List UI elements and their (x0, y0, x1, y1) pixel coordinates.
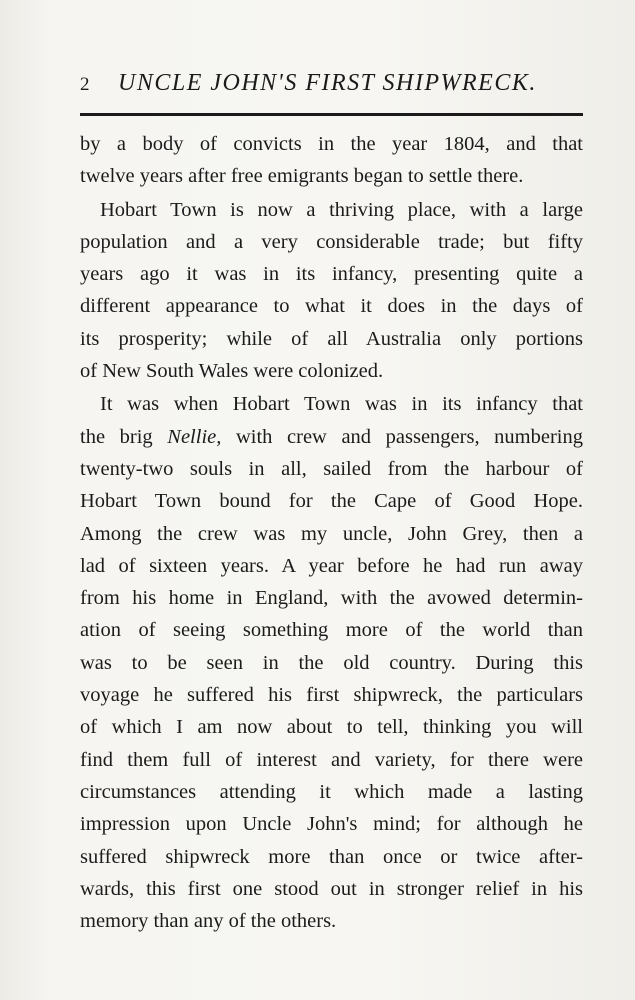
text-line: population and a very considerable trade; but fifty (80, 230, 583, 253)
text-line: memory than any of the others. (80, 910, 337, 933)
text-line: suffered shipwreck more than once or twice after- (80, 845, 583, 868)
text-line: from his home in England, with the avowed determin- (80, 587, 583, 610)
text-line: voyage he suffered his first shipwreck, the particulars (80, 684, 583, 707)
text-line: years ago it was in its infancy, presenting quite a (80, 263, 583, 286)
text-line: by a body of convicts in the year 1804, and that (80, 133, 583, 155)
paragraph-2 (80, 194, 583, 388)
page-header (80, 70, 580, 110)
text-line: was to be seen in the old country. During this (80, 651, 583, 674)
text-line: twelve years after free emigrants began to settle there. (80, 165, 524, 188)
text-line: twenty-two souls in all, sailed from the harbour of (80, 457, 583, 480)
text-line: ation of seeing something more of the world than (80, 619, 583, 642)
body-text (80, 128, 583, 937)
brig-prefix: the brig (80, 425, 168, 448)
text-line: Hobart Town is now a thriving place, with a large (100, 198, 583, 221)
text-line: of which I am now about to tell, thinking you will (80, 716, 583, 739)
brig-suffix: with crew and passengers, numbering (221, 425, 583, 448)
text-line: its prosperity; while of all Australia only portions (80, 327, 583, 350)
paragraph-3 (80, 388, 583, 937)
text-line: impression upon Uncle John's mind; for although he (80, 813, 583, 836)
text-line: Among the crew was my uncle, John Grey, then a (80, 522, 583, 545)
paragraph-1 (80, 128, 583, 193)
header-rule (80, 113, 583, 116)
page-number: 2 (80, 74, 90, 95)
text-line: lad of sixteen years. A year before he had run away (80, 554, 583, 577)
text-line: It was when Hobart Town was in its infancy that (100, 393, 583, 416)
ship-name: Nellie, (167, 425, 222, 448)
text-line: different appearance to what it does in the days of (80, 295, 583, 318)
text-line: circumstances attending it which made a lasting (80, 780, 583, 803)
text-line: find them full of interest and variety, for there were (80, 748, 583, 771)
running-title: UNCLE JOHN'S FIRST SHIPWRECK. (118, 70, 537, 96)
text-line-with-ship-name (80, 421, 583, 453)
text-line: of New South Wales were colonized. (80, 360, 384, 383)
text-line: Hobart Town bound for the Cape of Good Hope. (80, 490, 583, 513)
text-line: wards, this first one stood out in stronger relief in his (80, 877, 583, 900)
